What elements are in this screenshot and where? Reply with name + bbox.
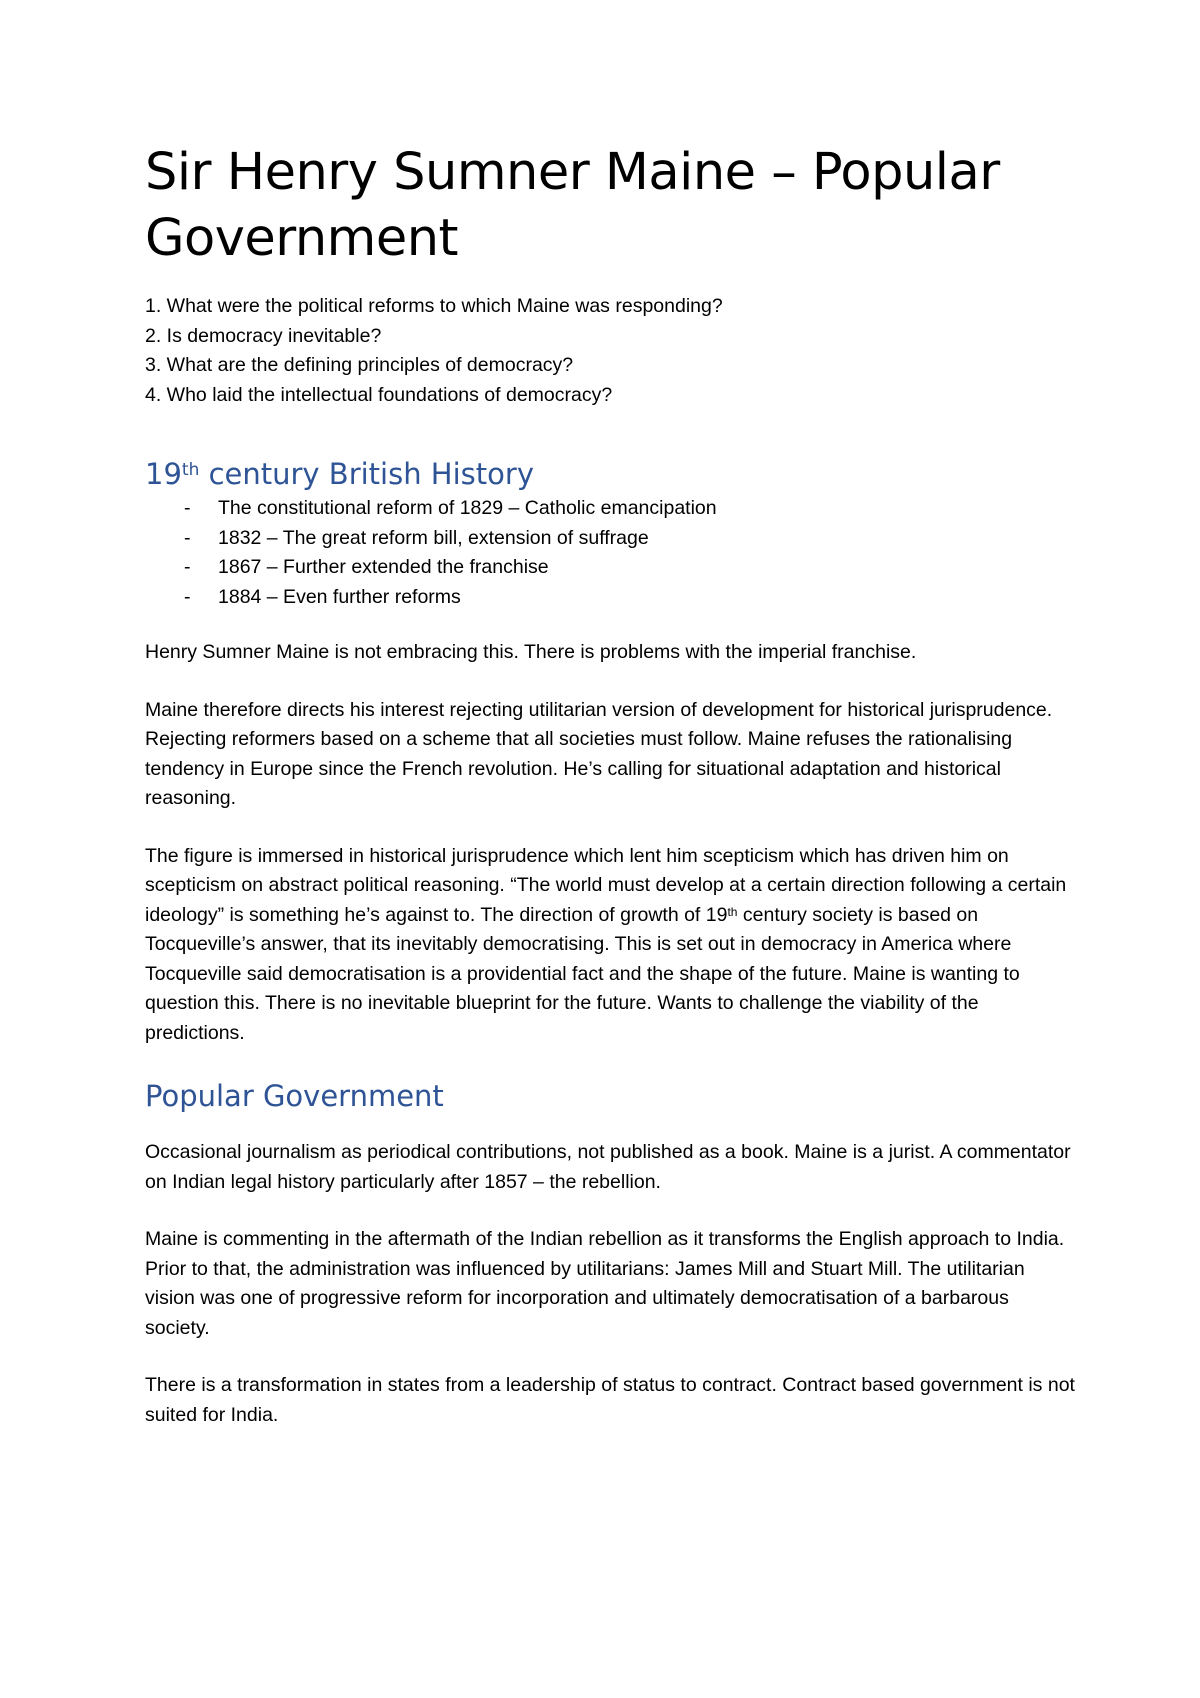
- paragraph-text: The figure is immersed in historical jurisprudence which lent him scepticism which has driven him on scepticism on abstract political reasoning. “The world must develop at a certain direction following a certain ideology” is something he’s against to. The direction of growth of 19: [145, 844, 1067, 926]
- paragraph: [145, 842, 1075, 1049]
- reform-bullet-list: [145, 494, 1075, 612]
- question-item: 1. What were the political reforms to which Maine was responding?: [145, 295, 723, 317]
- question-item: 4. Who laid the intellectual foundations of democracy?: [145, 383, 613, 406]
- bullet-text: 1832 – The great reform bill, extension of suffrage: [218, 526, 649, 549]
- bullet-item: [145, 583, 1075, 613]
- bullet-text: 1884 – Even further reforms: [218, 585, 461, 608]
- document-title: Sir Henry Sumner Maine – Popular Government: [145, 143, 1000, 268]
- bullet-dash: -: [184, 497, 191, 519]
- paragraph-superscript: th: [727, 904, 738, 919]
- paragraph: Maine therefore directs his interest rejecting utilitarian version of development for historical jurisprudence. Rejecting reformers based on a scheme that all societies must follow. Maine refuses the rationalising tendency in Europe since the French revolution. He’s calling for situational adaptation and historical reasoning.: [145, 698, 1053, 809]
- section-heading-british-history: [145, 454, 1075, 494]
- heading-text: century British History: [199, 457, 534, 491]
- bullet-text: 1867 – Further extended the franchise: [218, 556, 549, 578]
- bullet-text: The constitutional reform of 1829 – Catholic emancipation: [218, 497, 717, 519]
- heading-superscript: th: [181, 460, 200, 480]
- paragraph: There is a transformation in states from a leadership of status to contract. Contract based government is not suited for India.: [145, 1374, 1075, 1426]
- paragraph: Occasional journalism as periodical contributions, not published as a book. Maine is a jurist. A commentator on Indian legal history particularly after 1857 – the rebellion.: [145, 1141, 1071, 1193]
- paragraph-text: century society is based on Tocqueville’s answer, that its inevitably democratising. This is set out in democracy in America where Tocqueville said democratisation is a providential fact and the shape of the future. Maine is wanting to question this. There is no inevitable blueprint for the future. Wants to challenge the viability of the predictions.: [145, 903, 1020, 1044]
- bullet-item: [145, 553, 1075, 583]
- section-heading-popular-government: Popular Government: [145, 1079, 444, 1113]
- bullet-dash: -: [184, 556, 191, 578]
- question-item: 2. Is democracy inevitable?: [145, 324, 382, 347]
- heading-number: 19: [145, 457, 182, 491]
- question-item: 3. What are the defining principles of democracy?: [145, 354, 574, 376]
- bullet-item: [145, 524, 1075, 554]
- question-list: [145, 292, 1075, 410]
- paragraph: Henry Sumner Maine is not embracing this. There is problems with the imperial franchise.: [145, 641, 917, 663]
- bullet-item: [145, 494, 1075, 524]
- paragraph: Maine is commenting in the aftermath of the Indian rebellion as it transforms the English approach to India. Prior to that, the administration was influenced by utilitarians: James Mill and Stuart Mill. The utilitarian vision was one of progressive reform for incorporation and ultimately democratisation of a barbarous society.: [145, 1228, 1065, 1339]
- bullet-dash: -: [184, 526, 191, 549]
- document-page: [145, 140, 1075, 1458]
- bullet-dash: -: [184, 585, 191, 608]
